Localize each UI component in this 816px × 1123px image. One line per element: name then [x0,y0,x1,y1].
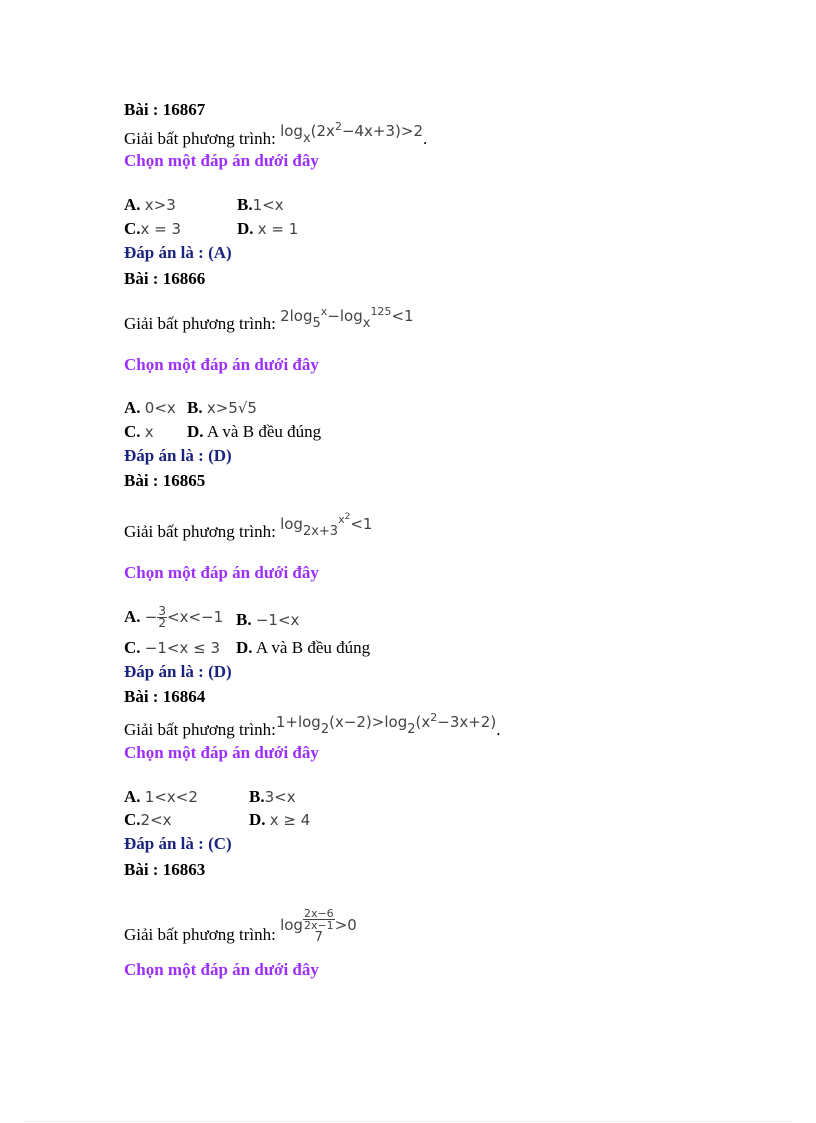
problem-title: Bài : 16863 [124,860,206,879]
option-letter: D. [187,422,204,441]
option-letter: C. [124,219,141,238]
option-b[interactable] [236,610,299,630]
answer: Đáp án là : (D) [124,446,232,465]
page-bottom-divider [25,1121,791,1122]
question-label: Giải bất phương trình: [124,522,276,541]
option-letter: A. [124,787,141,806]
option-text: x>3 [144,196,176,214]
option-text: 3<x [264,788,296,806]
answer: Đáp án là : (A) [124,243,232,262]
problem-title: Bài : 16866 [124,269,206,288]
option-letter: C. [124,422,141,441]
option-letter: A. [124,398,141,417]
formula: $2\log 5^x-\log x^{125}<1$ [280,305,414,331]
option-letter: B. [249,787,265,806]
option-d[interactable] [249,810,310,830]
option-text: A và B đều đúng [255,638,371,657]
question-text [124,512,373,547]
option-letter: D. [249,810,266,829]
option-text: 1<x<2 [144,788,198,806]
option-letter: C. [124,810,141,829]
option-text: A và B đều đúng [206,422,322,441]
choose-prompt: Chọn một đáp án dưới đây [124,563,319,582]
option-text: x ≥ 4 [269,811,311,829]
option-text: −1<x [255,611,300,629]
option-text: <x<−1 [167,608,224,626]
option-letter: B. [237,195,253,214]
question-label: Giải bất phương trình: [124,314,276,333]
option-c[interactable] [124,810,172,830]
option-c[interactable] [124,422,154,442]
option-b[interactable] [249,787,296,807]
option-text: 1<x [252,196,284,214]
answer: Đáp án là : (C) [124,834,232,853]
option-text: x>5√5 [206,399,257,417]
option-letter: B. [236,610,252,629]
option-letter: D. [236,638,253,657]
problem-title: Bài : 16867 [124,100,206,119]
option-letter: C. [124,638,141,657]
problem-title: Bài : 16865 [124,471,206,490]
choose-prompt: Chọn một đáp án dưới đây [124,743,319,762]
formula: $1+\log 2(x-2)>\log 2(x^2-3x+2)$ [275,711,497,737]
formula: $\log x(2x^2-4x+3)>2$ [280,120,424,146]
option-text: 0<x [144,399,176,417]
option-a[interactable] [124,195,176,215]
question-label: Giải bất phương trình: [124,129,276,148]
option-text: x [144,423,154,441]
formula: $\log 2x+3^{x^2}<1$ [280,512,373,539]
question-text [124,907,357,953]
option-d[interactable] [187,422,321,442]
option-text: −1<x ≤ 3 [144,639,220,657]
option-text: x = 1 [257,220,299,238]
question-trail: . [496,720,501,739]
question-label: Giải bất phương trình: [124,925,276,944]
option-d[interactable] [237,219,298,239]
question-trail: . [423,129,428,148]
question-text [124,711,501,745]
option-formula: − $\frac{3}{2}$ <x<−1 [144,604,224,630]
option-c[interactable] [124,219,181,239]
option-text: x = 3 [140,220,182,238]
choose-prompt: Chọn một đáp án dưới đây [124,355,319,374]
formula: log $\frac{2x-6}{2x-1}$ 7>0 [280,907,357,945]
choose-prompt: Chọn một đáp án dưới đây [124,960,319,979]
problem-title: Bài : 16864 [124,687,206,706]
option-b[interactable] [187,398,257,418]
answer: Đáp án là : (D) [124,662,232,681]
option-letter: A. [124,195,141,214]
question-label: Giải bất phương trình: [124,720,276,739]
option-c[interactable] [124,638,220,658]
option-text: 2<x [140,811,172,829]
option-letter: A. [124,607,141,626]
question-text [124,305,414,339]
option-a[interactable] [124,787,198,807]
choose-prompt: Chọn một đáp án dưới đây [124,151,319,170]
option-b[interactable] [237,195,284,215]
option-letter: B. [187,398,203,417]
option-d[interactable] [236,638,370,658]
option-a[interactable] [124,398,176,418]
option-a[interactable] [124,606,223,629]
option-letter: D. [237,219,254,238]
